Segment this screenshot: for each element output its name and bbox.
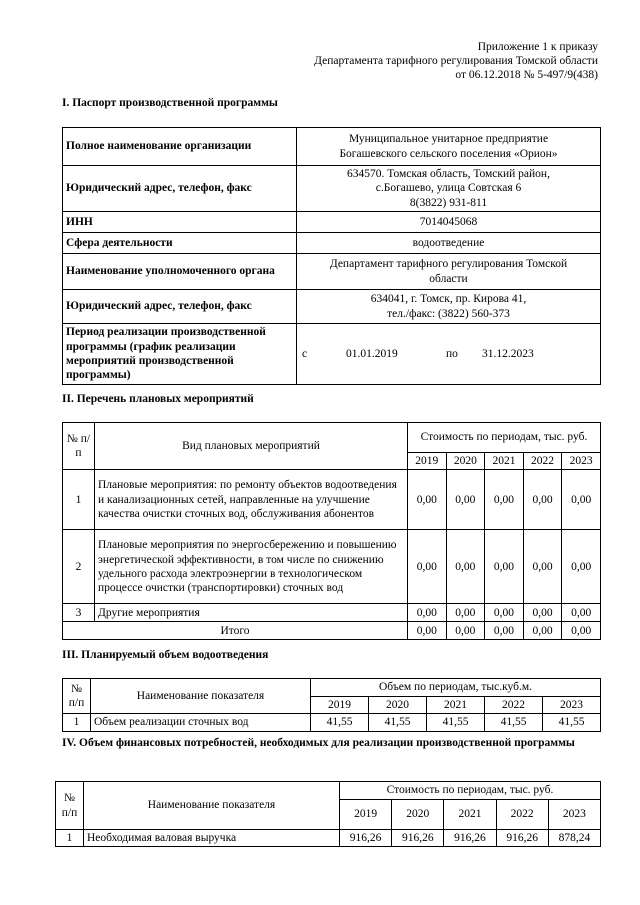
year-header: 2020 bbox=[369, 697, 427, 714]
value-line: 8(3822) 931-811 bbox=[409, 196, 488, 209]
row-name: Объем реализации сточных вод bbox=[91, 714, 311, 731]
row-name: Плановые мероприятия по энергосбережению и повышению энергетической эффективности, в том числе по снижению удельного расхода электроэнергии в технологическом процессе очистки (транспортировки) сточных вод bbox=[95, 530, 408, 604]
row-value: 0,00 bbox=[562, 604, 601, 622]
table-row bbox=[63, 233, 601, 254]
table-row bbox=[63, 212, 601, 233]
year-header: 2020 bbox=[392, 800, 444, 830]
row-value: 0,00 bbox=[446, 604, 485, 622]
total-value: 0,00 bbox=[408, 622, 447, 640]
passport-value: водоотведение bbox=[297, 233, 601, 254]
header-line-3: от 06.12.2018 № 5-497/9(438) bbox=[455, 69, 598, 81]
passport-label: Юридический адрес, телефон, факс bbox=[63, 166, 297, 212]
finance-table bbox=[55, 781, 601, 847]
year-header: 2023 bbox=[548, 800, 600, 830]
col-num-header: № п/п bbox=[63, 423, 95, 470]
section-1-title: I. Паспорт производственной программы bbox=[62, 97, 278, 109]
table-row bbox=[63, 290, 601, 324]
year-header: 2021 bbox=[444, 800, 496, 830]
col-cost-header: Стоимость по периодам, тыс. руб. bbox=[408, 423, 601, 453]
table-row bbox=[63, 604, 601, 622]
year-header: 2023 bbox=[562, 453, 601, 470]
year-header: 2019 bbox=[311, 697, 369, 714]
row-value: 878,24 bbox=[548, 830, 600, 847]
year-header: 2022 bbox=[496, 800, 548, 830]
passport-label: ИНН bbox=[63, 212, 297, 233]
passport-label: Сфера деятельности bbox=[63, 233, 297, 254]
year-header: 2021 bbox=[485, 453, 524, 470]
year-header: 2019 bbox=[408, 453, 447, 470]
row-value: 41,55 bbox=[427, 714, 485, 731]
period-to-word: по bbox=[446, 347, 458, 360]
order-header bbox=[314, 40, 598, 82]
year-header: 2021 bbox=[427, 697, 485, 714]
row-value: 0,00 bbox=[446, 530, 485, 604]
year-header: 2022 bbox=[523, 453, 562, 470]
row-value: 0,00 bbox=[523, 470, 562, 530]
year-header: 2019 bbox=[340, 800, 392, 830]
passport-value bbox=[297, 290, 601, 324]
passport-table bbox=[62, 127, 601, 385]
passport-value bbox=[297, 254, 601, 290]
passport-value: 7014045068 bbox=[297, 212, 601, 233]
year-header: 2022 bbox=[485, 697, 543, 714]
value-line: Муниципальное унитарное предприятие bbox=[348, 133, 549, 146]
table-row bbox=[63, 254, 601, 290]
passport-label: Юридический адрес, телефон, факс bbox=[63, 290, 297, 324]
total-value: 0,00 bbox=[523, 622, 562, 640]
value-line: Департамент тарифного регулирования Томской bbox=[329, 258, 568, 271]
col-volume-header: Объем по периодам, тыс.куб.м. bbox=[311, 679, 601, 697]
table-row bbox=[63, 166, 601, 212]
passport-value bbox=[297, 166, 601, 212]
row-value: 0,00 bbox=[485, 604, 524, 622]
row-value: 0,00 bbox=[523, 530, 562, 604]
total-row bbox=[63, 622, 601, 640]
row-value: 0,00 bbox=[408, 530, 447, 604]
table-row bbox=[63, 324, 601, 385]
period-from-date: 01.01.2019 bbox=[346, 347, 398, 360]
header-line-2: Департамента тарифного регулирования Томской области bbox=[314, 55, 598, 67]
table-row bbox=[63, 470, 601, 530]
row-value: 0,00 bbox=[523, 604, 562, 622]
period-to-date: 31.12.2023 bbox=[482, 347, 534, 360]
row-value: 0,00 bbox=[408, 604, 447, 622]
passport-label: Полное наименование организации bbox=[63, 128, 297, 166]
row-value: 916,26 bbox=[496, 830, 548, 847]
col-name-header: Наименование показателя bbox=[84, 782, 340, 830]
section-3-title: III. Планируемый объем водоотведения bbox=[62, 649, 269, 661]
row-num: 1 bbox=[56, 830, 84, 847]
period-label: Период реализации производственной программы (график реализации мероприятий производственной программы) bbox=[63, 324, 297, 385]
row-name: Другие мероприятия bbox=[95, 604, 408, 622]
value-line: области bbox=[429, 272, 468, 285]
col-name-header: Наименование показателя bbox=[91, 679, 311, 714]
measures-table bbox=[62, 422, 601, 640]
row-num: 1 bbox=[63, 714, 91, 731]
col-cost-header: Стоимость по периодам, тыс. руб. bbox=[340, 782, 601, 800]
total-label: Итого bbox=[63, 622, 408, 640]
row-value: 916,26 bbox=[340, 830, 392, 847]
row-value: 0,00 bbox=[485, 530, 524, 604]
row-num: 3 bbox=[63, 604, 95, 622]
row-value: 41,55 bbox=[485, 714, 543, 731]
header-line-1: Приложение 1 к приказу bbox=[477, 41, 598, 53]
row-value: 0,00 bbox=[562, 470, 601, 530]
row-value: 41,55 bbox=[369, 714, 427, 731]
year-header: 2023 bbox=[543, 697, 601, 714]
table-header-row bbox=[63, 679, 601, 697]
row-num: 2 bbox=[63, 530, 95, 604]
col-name-header: Вид плановых мероприятий bbox=[95, 423, 408, 470]
period-from-word: с bbox=[302, 347, 308, 360]
row-value: 916,26 bbox=[444, 830, 496, 847]
table-row bbox=[63, 714, 601, 731]
passport-label: Наименование уполномоченного органа bbox=[63, 254, 297, 290]
row-value: 41,55 bbox=[311, 714, 369, 731]
total-value: 0,00 bbox=[562, 622, 601, 640]
row-value: 0,00 bbox=[408, 470, 447, 530]
table-row bbox=[63, 128, 601, 166]
row-num: 1 bbox=[63, 470, 95, 530]
table-header-row bbox=[63, 423, 601, 453]
total-value: 0,00 bbox=[485, 622, 524, 640]
col-num-header: № п/п bbox=[56, 782, 84, 830]
period-value bbox=[297, 324, 601, 385]
row-value: 0,00 bbox=[562, 530, 601, 604]
total-value: 0,00 bbox=[446, 622, 485, 640]
value-line: Богашевского сельского поселения «Орион» bbox=[339, 147, 558, 160]
value-line: 634570. Томская область, Томский район, bbox=[347, 168, 550, 180]
row-name: Необходимая валовая выручка bbox=[84, 830, 340, 847]
section-2-title: II. Перечень плановых мероприятий bbox=[62, 393, 254, 405]
col-num-header: № п/п bbox=[63, 679, 91, 714]
passport-value bbox=[297, 128, 601, 166]
row-value: 0,00 bbox=[446, 470, 485, 530]
row-value: 0,00 bbox=[485, 470, 524, 530]
value-line: тел./факс: (3822) 560-373 bbox=[387, 307, 510, 320]
year-header: 2020 bbox=[446, 453, 485, 470]
value-line: с.Богашево, улица Совтская 6 bbox=[375, 182, 522, 195]
table-row bbox=[63, 530, 601, 604]
value-line: 634041, г. Томск, пр. Кирова 41, bbox=[370, 293, 527, 306]
table-header-row bbox=[56, 782, 601, 800]
table-row bbox=[56, 830, 601, 847]
row-name: Плановые мероприятия: по ремонту объектов водоотведения и канализационных сетей, направленные на улучшение качества очистки сточных вод, обслуживания абонентов bbox=[95, 470, 408, 530]
section-4-title: IV. Объем финансовых потребностей, необходимых для реализации производственной программы bbox=[62, 737, 575, 749]
row-value: 916,26 bbox=[392, 830, 444, 847]
volume-table bbox=[62, 678, 601, 732]
row-value: 41,55 bbox=[543, 714, 601, 731]
